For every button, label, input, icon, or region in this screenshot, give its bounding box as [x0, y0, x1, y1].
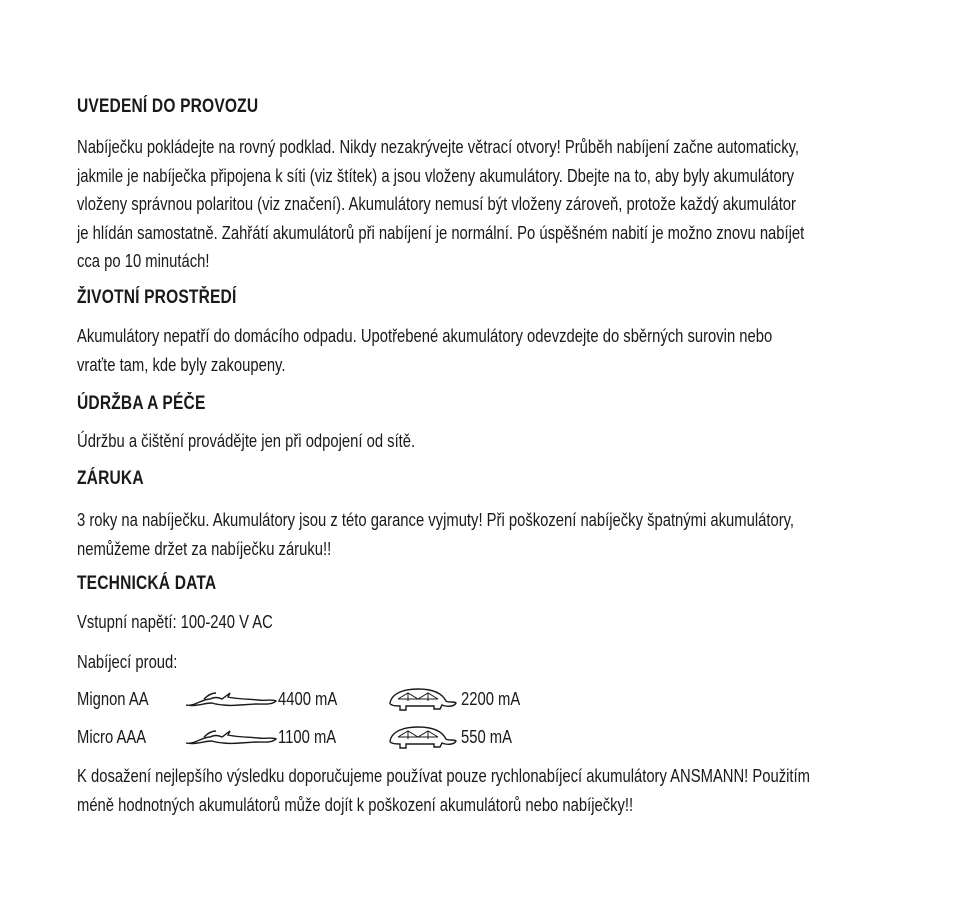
text-line: Akumulátory nepatří do domácího odpadu. Upotřebené akumulátory odevzdejte do sběrných surovin nebo [77, 325, 773, 346]
section-maintenance [77, 393, 897, 415]
section-environment [77, 287, 897, 309]
battery-type: Micro AAA [77, 726, 147, 747]
text-line: Údržbu a čištění provádějte jen při odpojení od sítě. [77, 430, 416, 451]
section-heading: TECHNICKÁ DATA [77, 573, 217, 594]
text-line: Nabíječku pokládejte na rovný podklad. Nikdy nezakrývejte větrací otvory! Průběh nabíjení začne automaticky, [77, 136, 800, 157]
text-line: je hlídán samostatně. Zahřátí akumulátorů při nabíjení je normální. Po úspěšném nabití je možno znovu nabíjet [77, 221, 805, 243]
battery-type: Mignon AA [77, 688, 149, 709]
hare-icon [184, 725, 278, 747]
text-line: cca po 10 minutách! [77, 250, 210, 271]
text-line: vraťte tam, kde byly zakoupeny. [77, 353, 286, 375]
section-startup-body [77, 133, 897, 276]
section-heading: ŽIVOTNÍ PROSTŘEDÍ [77, 287, 237, 308]
charging-current-label: Nabíjecí proud: [77, 651, 178, 672]
current-row-aa [77, 685, 677, 713]
input-voltage: Vstupní napětí: 100-240 V AC [77, 611, 273, 632]
slow-current-value: 550 mA [461, 726, 513, 747]
section-environment-body [77, 322, 897, 379]
text-line: 3 roky na nabíječku. Akumulátory jsou z této garance vyjmuty! Při poškození nabíječky špatnými akumulátory, [77, 509, 795, 530]
text-line: nemůžeme držet za nabíječku záruku!! [77, 537, 332, 559]
current-row-aaa [77, 723, 677, 751]
section-maintenance-body [77, 427, 897, 456]
section-heading: UVEDENÍ DO PROVOZU [77, 96, 259, 117]
fast-current-value: 4400 mA [278, 688, 338, 709]
section-technical-data [77, 573, 897, 595]
section-heading: ZÁRUKA [77, 468, 144, 489]
turtle-icon [384, 725, 460, 751]
section-warranty [77, 468, 897, 490]
text-line: vloženy správnou polaritou (viz značení). Akumulátory nemusí být vloženy zároveň, protože každý akumulátor [77, 193, 796, 214]
slow-current-value: 2200 mA [461, 688, 521, 709]
footer-note [77, 762, 897, 819]
fast-current-value: 1100 mA [278, 726, 337, 747]
turtle-icon [384, 687, 460, 713]
section-warranty-body [77, 506, 897, 563]
text-line: jakmile je nabíječka připojena k síti (viz štítek) a jsou vloženy akumulátory. Dbejte na to, aby byly akumulátory [77, 164, 795, 186]
text-line: méně hodnotných akumulátorů může dojít k poškození akumulátorů nebo nabíječky!! [77, 793, 634, 815]
section-heading: ÚDRŽBA A PÉČE [77, 393, 206, 414]
hare-icon [184, 687, 278, 709]
section-startup [77, 96, 897, 118]
text-line: K dosažení nejlepšího výsledku doporučujeme používat pouze rychlonabíjecí akumulátory ANSMANN! Použitím [77, 765, 810, 786]
